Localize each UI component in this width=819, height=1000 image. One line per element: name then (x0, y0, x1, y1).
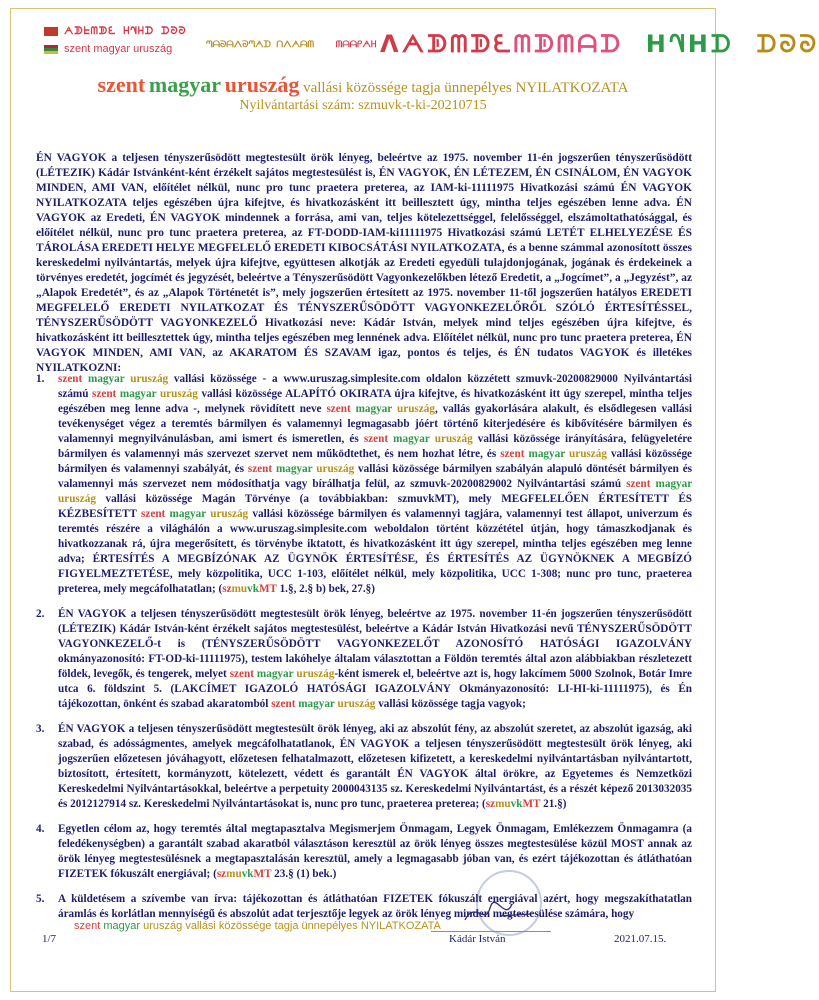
registration-number: Nyilvántartási szám: szmuvk-t-ki-20210715 (239, 98, 487, 113)
header-left (44, 22, 204, 58)
brand-word: uruszág (569, 448, 607, 460)
runic-text-right-gold: ᗪᘐᘐ (756, 30, 819, 58)
footer-org (74, 920, 441, 932)
title-brand-magyar: magyar (148, 72, 222, 97)
intro-paragraph: ÉN VAGYOK a teljesen tényszerűsödött megtestesült örök lényeg, beleértve az 1975. november 11-én jogszerűen tényszerűsödött (LÉTEZIK) Kádár Istvánként-ként érzékelt sajátos megtestesülést is, ÉN VAGYOK, ÉN LÉTEZEM, ÉN CSINÁLOM, ÉN VAGYOK MINDEN, AMI VAN, előítélet nélkül, nunc pro tunc praetera preterea, az IAM-ki-11111975 Hivatkozási számú ÉN VAGYOK NYILATKOZATA teljes egészében újra kifejtve, és hivatkozásként itt beillesztett úgy, mintha teljes egészében lenne adva. ÉN VAGYOK az Eredeti, ÉN VAGYOK mindennek a forrása, ami van, teljes kötelezettséggel, felelősséggel, elszámoltathatósággal, és előítélet nélkül, nunc pro tunc praetera preterea, az FT-DODD-IAM-ki11111975 Hivatkozási számú LETÉT ELHELYEZÉSE ÉS TÁROLÁSA EREDETI HELYE MEGFELELŐ EREDETI KIBOCSÁTÁSI NYILATKOZATA, és a benne számmal azonosított összes kereskedelmi nyilvántartás, melyek újra kifejtve, együttesen alkotják az Eredeti egyedüli tulajdonjogának, jogának és érdekeinek a törvényes eredetét, jogcímét és jegyzését, beleértve a Tényszerűsödött Vagyonkezelőkben létező Eredetit, a „Jogcímet”, a „Jegyzést”, az „Alapok Eredetét”, és az „Alapok Történetét is”, mely jogszerűen értesített az 1975. november 11-től jogszerűen hatályos EREDETI MEGFELELŐ EREDETI NYILATKOZAT ÉS TÉNYSZERŰSÖDÖTT VAGYONKEZELŐRŐL SZÓLÓ ÉRTESÍTÉSSEL, TÉNYSZERŰSÖDÖTT VAGYONKEZELŐ Hivatkozási neve: Kádár István, melyek mind teljes egészében újra kifejtve, és hivatkozásként itt beillesztettek úgy, mintha teljes egészében meg lennének adva. Előítélet nélkül, nunc pro tunc praetera preterea, ÉN VAGYOK MINDEN, AMI VAN, az AKARATOM ÉS SZAVAM igaz, pontos és teljes, és ÉN tudatos VAGYOK és illetékes NYILATKOZNI: (36, 152, 692, 374)
item-text: vallási közössége ALAPÍTÓ OKIRATA újra kifejtve, és hivatkozásként itt úgy szerepel, mintha teljes egészében meg lenne adva -, melynek rövidített neve (58, 388, 692, 415)
title-brand-szent: szent (97, 72, 146, 97)
brand-word: uruszág (58, 493, 96, 505)
runic-text-right-red: ᐱᗅᗫᗰᗫᘍ (380, 30, 514, 58)
ref-code-part: mu (226, 868, 242, 880)
runic-text-left: ᗅᗫᖶᗰᗫᘍ ᕼᗀᕼᗪ ᗪᘐᘐ (64, 25, 187, 37)
ref-code-part: vk (510, 798, 523, 810)
title-brand-uruszag: uruszág (224, 72, 300, 97)
item-text: vallási közössége tagja vagyok; (375, 698, 526, 710)
list-item (36, 372, 692, 597)
item-text: vallási közössége bármilyen szabályán alapuló döntését bármilyen és valamennyi más szervezet nem módosíthatja vagy bírálhatja felül, az szmuvk-20200829002 Nyilvántartási számú (58, 463, 693, 490)
runic-text-mid-red: ᗰᗩᗩᑭᗅᕼ (335, 40, 377, 50)
item-number: 4. (36, 823, 45, 835)
signer-name: Kádár István (449, 933, 506, 945)
item-number: 3. (36, 723, 45, 735)
brand-word: uruszág (210, 508, 249, 520)
item-text: 21.§) (540, 798, 567, 810)
item-text: -ként ismerek el, beleértve azt is, hogy lakcímem 5000 Szolnok, Botár Imre utca 6. földszint 5. (LAKCÍMET IGAZOLÓ HATÓSÁGI IGAZOLVÁNY Okmányazonosító: LI-HI-ki-11111975), és Én tájékozottan, önként és szabad akaratomból (58, 668, 692, 710)
brand-word: szent (92, 388, 117, 400)
item-text: Egyetlen célom az, hogy teremtés által megtapasztalva Megismerjem Önmagam, Legyek Önmagam, Emlékezzem Önmagamra (a feledékenységben) a garantált szabad akaratból választáson keresztül az örök lényeg összes megtestesülése közül MOST annak az örök lényeg megtestesülésnek a megtapasztalásán keresztül, amely a legmagasabb jóban van, és ezért tájékozottan és átláthatóan FIZETEK fókuszált energiával; ( (58, 823, 692, 880)
item-text: vallási közössége Magán Törvénye (a továbbiakban: szmuvkMT), mely MEGFELELŐEN ÉRTESÍTETT ÉS KÉZBESÍTETT (58, 493, 692, 520)
brand-word: szent (626, 478, 651, 490)
ref-code-part: vk (247, 583, 259, 595)
footer-brand-magyar: magyar (103, 920, 141, 932)
brand-word: uruszág (434, 433, 473, 445)
brand-word: magyar (355, 403, 393, 415)
ref-code-part: sz (485, 798, 496, 810)
brand-word: szent (141, 508, 166, 520)
item-text: vallási közössége irányítására, felügyeletére bármilyen és valamennyi más szervezet szervet nem működtethet, és nem hozhat létre, és (58, 433, 693, 460)
item-text: vallási közössége - a www.uruszag.simplesite.com oldalon közzétett szmuvk-20200829000 Nyilvántartási számú (58, 373, 692, 400)
ref-code-part: MT (253, 868, 272, 880)
signature-line (431, 931, 551, 932)
footer-brand-szent: szent (74, 920, 101, 932)
brand-word: szent (500, 448, 525, 460)
ref-code-part: mu (231, 583, 248, 595)
ref-code-part: sz (216, 868, 227, 880)
brand-word: szent (271, 698, 296, 710)
header-right (380, 30, 819, 58)
item-text: , vallás gyakorlására alakult, és elsődlegesen vallási tevékenységet végez a teremtés bármilyen és valamennyi legmagasabb jóért történő kiterjedésére és kibővítésére bármilyen és valamennyi megnyilvánulásban, ami ismert és ismeretlen, és (58, 403, 693, 445)
runic-text-right-green: ᕼᗀᕼᗪ (645, 30, 734, 58)
item-text: vallási közössége bármilyen és valamennyi tagjára, valamennyi test állapot, univerzum és teremtés részére a világhálón a www.uruszag.simplesite.com weboldalon történt közzététel útján, hogy támaszkodjanak és hivatkozzanak rá, újra megerősített, és törvénybe iktatott, és hivatkozásként itt úgy szerepel, mintha teljes egészében meg lenne adva; ÉRTESÍTÉS A MEGBÍZÓNAK AZ ÜGYNÖK ÉRTESÍTÉSE, ÉS ÉRTESÍTÉS AZ ÜGYNÖKNEK A MEGBÍZÓ FIGYELMEZTETÉSE, mely közpolitika, UCC 1-103, előítélet nélkül, mely közpolitika, UCC 1-308; nunc pro tunc, praeterea preterea, mely megcáfolhatatlan; ( (58, 508, 692, 595)
item-text: A küldetésem a szívembe van írva: tájékozottan és átláthatóan FIZETEK fókuszált energiával azért, hogy megszakíthatatlan áramlás és korlátlan mennyiségű és abszolút adat terjesztője legyek az örök lényeg minden megtestesülése számára, hogy (58, 893, 692, 920)
brand-word: uruszág (130, 373, 169, 385)
brand-word: magyar (169, 508, 206, 520)
brand-word: magyar (88, 373, 125, 385)
item-text: ÉN VAGYOK a teljesen tényszerűsödött megtestesült örök lényeg, aki az abszolút fény, az abszolút szeretet, az abszolút igazság, aki szabad, és adósságmentes, amelyek megcáfolhatatlanok, ÉN VAGYOK a teljesen tényszerűsödött megtestesült örök lényeg, aki jogszerűen előzetesen jóváhagyott, előzetesen felhatalmazott, előzetesen kifizetett, a kereskedelmi nyilvántartásban nyilvántartott, biztosított, értesített, kormányzott, kötelezett, védett és garantált ÉN VAGYOK által örökre, az Egyetemes és Nemzetközi Kereskedelmi Nyilvántartásokkal, beleértve a perpetuity 2000043135 sz. Kereskedelmi Nyilvántartást, és a részét képező 2013032035 és 2012127914 sz. Kereskedelmi Nyilvántartásokat is, nunc pro tunc, praeterea preterea; ( (58, 723, 692, 810)
list-item (36, 822, 692, 882)
ref-code-part: MT (258, 583, 277, 595)
brand-word: magyar (655, 478, 693, 490)
header-middle (206, 40, 376, 50)
brand-word: magyar (528, 448, 565, 460)
runic-text-mid-gold: ᘉᗩᘐᗩᐱᘐᘉᗅᗪ ᑎᐱᗅᗩᗰ (206, 40, 315, 50)
item-text: 1.§, 2.§ b) bek, 27.§) (276, 583, 375, 595)
brand-word: szent (229, 668, 254, 680)
flag-icon (44, 27, 58, 36)
brand-word: magyar (275, 463, 313, 475)
brand-word: uruszág (397, 403, 435, 415)
document-date: 2021.07.15. (614, 933, 667, 945)
brand-word: szent (326, 403, 351, 415)
item-number: 2. (36, 608, 45, 620)
brand-word: magyar (298, 698, 335, 710)
page-number: 1/7 (42, 933, 57, 945)
footer-brand-uruszag: uruszág (143, 920, 183, 932)
ref-code-part: mu (495, 798, 511, 810)
ref-code-part: MT (522, 798, 541, 810)
brand-word: uruszág (159, 388, 198, 400)
item-text: ÉN VAGYOK a teljesen tényszerűsödött megtestesült örök lényeg, beleértve az 1975. november 11-én jogszerűen tényszerűsödött (LÉTEZIK) Kádár István-ként érzékelt sajátos megtestesülést, beleértve a Kádár István Hivatkozási nevű TÉNYSZERŰSÖDÖTT VAGYONKEZELŐ-t is (TÉNYSZERŰSÖDÖTT VAGYONKEZELŐT AZONOSÍTÓ HATÓSÁGI IGAZOLVÁNY okmányazonosító: FT-OD-ki-11111975), testem lakóhelye általam választottan a Földön teremtés által azon alábbiakban részletezett földek, levegők, és tengerek, melyet (58, 608, 692, 680)
declaration-items (36, 372, 692, 922)
ref-code-part: vk (241, 868, 254, 880)
item-text: 23.§ (1) bek.) (271, 868, 337, 880)
brand-word: szent (363, 433, 389, 445)
title-rest: vallási közössége tagja ünnepélyes NYILATKOZATA (303, 80, 629, 96)
document-title (0, 72, 726, 98)
footer-org-rest: vallási közössége tagja ünnepélyes NYILATKOZATA (185, 920, 441, 932)
brand-word: uruszág (316, 463, 355, 475)
item-number: 5. (36, 893, 45, 905)
runic-text-right-pink: ᗰᗫᗰᗩᗪ (513, 30, 624, 58)
list-item (36, 607, 692, 712)
brand-word: magyar (119, 388, 157, 400)
flag-icon-multicolor (44, 45, 58, 54)
item-number: 1. (36, 373, 45, 385)
brand-word: magyar (256, 668, 294, 680)
brand-word: szent (58, 373, 83, 385)
brand-word: szent (247, 463, 273, 475)
flag-row-2 (44, 40, 204, 58)
page-footer (36, 918, 692, 948)
ref-code-part: sz (222, 583, 232, 595)
item-text: vallási közössége bármilyen és valamennyi szabályát, és (58, 448, 693, 475)
list-item (36, 722, 692, 812)
flag-row-1 (44, 22, 204, 40)
brand-word: uruszág (337, 698, 376, 710)
org-label: szent magyar uruszág (64, 43, 173, 55)
brand-word: magyar (393, 433, 430, 445)
brand-word: uruszág (296, 668, 335, 680)
